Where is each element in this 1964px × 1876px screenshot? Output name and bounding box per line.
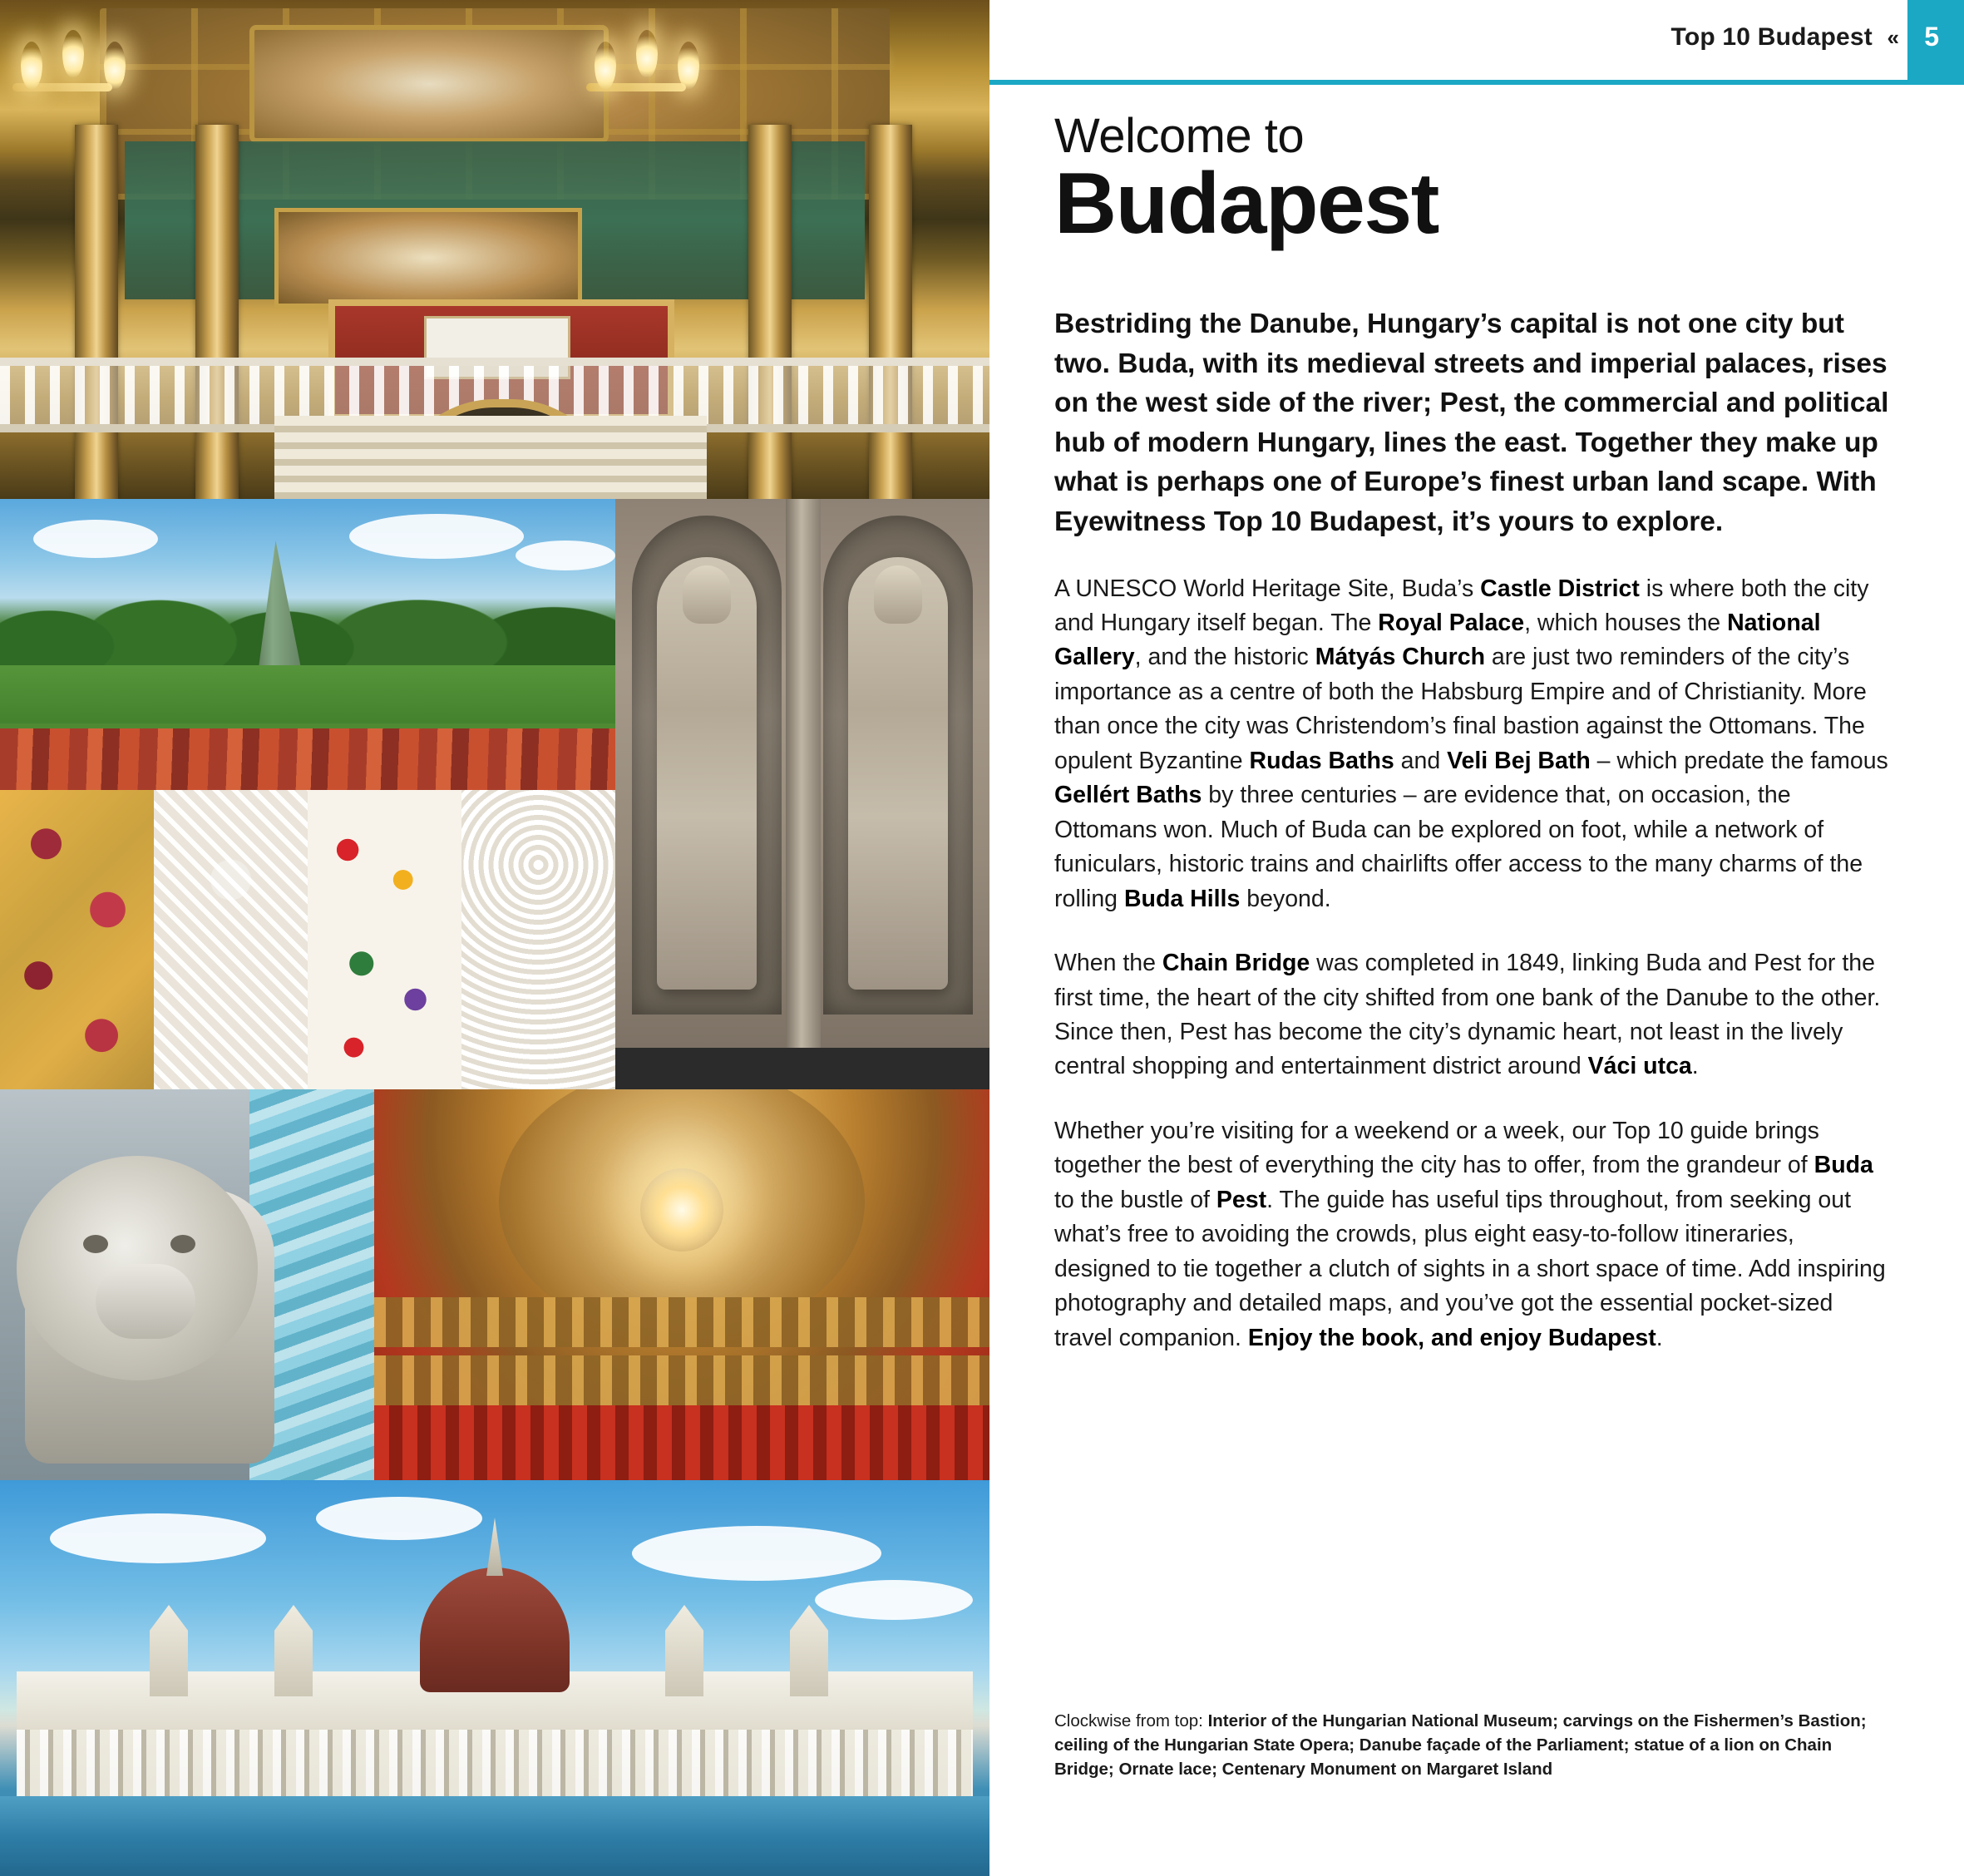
parliament-spire	[486, 1518, 503, 1576]
parliament-arcade	[17, 1730, 973, 1796]
ceiling-fresco	[249, 25, 609, 143]
lead-paragraph: Bestriding the Danube, Hungary’s capital is not one city but two. Buda, with its medieval streets and imperial palaces, rises on the west side of the river; Pest, the commercial and political hub of modern Hungary, lines the east. Together they make up what is perhaps one of Europe’s finest urban land scape. With Eyewitness Top 10 Budapest, it’s yours to explore.	[1054, 309, 1889, 537]
cloud	[33, 520, 158, 558]
photo-parliament	[0, 1480, 989, 1876]
parliament-dome	[420, 1567, 570, 1692]
cloud	[50, 1513, 266, 1563]
column	[869, 125, 912, 499]
photo-opera-ceiling	[374, 1089, 989, 1480]
lion-eye	[170, 1235, 195, 1253]
cloud	[516, 541, 615, 570]
photo-caption: Clockwise from top: Interior of the Hungarian National Museum; carvings on the Fishermen’s Bastion; ceiling of the Hungarian State Opera; Danube façade of the Parliament; statue of a lion on Chain Bridge; Ornate lace; Centenary Monument on Margaret Island	[1054, 1711, 1867, 1780]
lace-panel	[461, 790, 615, 1089]
double-chevron-left-icon: «	[1887, 25, 1899, 50]
photo-museum-interior	[0, 0, 989, 499]
header-rule	[989, 80, 1964, 85]
treeline	[0, 582, 615, 674]
cloud	[815, 1580, 973, 1620]
opera-balcony	[374, 1297, 989, 1347]
cloud	[632, 1526, 881, 1581]
embroidery-panel	[0, 790, 154, 1089]
knight-carving	[848, 557, 948, 990]
column	[75, 125, 118, 499]
running-head-text: Top 10 Budapest	[1670, 23, 1873, 51]
article-body	[1054, 108, 1894, 1355]
page-title: Budapest	[1054, 156, 1438, 252]
opera-seating	[374, 1405, 989, 1480]
parliament-tower	[274, 1605, 313, 1696]
paragraph-1: A UNESCO World Heritage Site, Buda’s Castle District is where both the city and Hungary itself began. The Royal Palace, which houses the National Gallery, and the historic Mátyás Church are just two reminders of the city’s importance as a centre of both the Habsburg Empire and of Christianity. More than once the city was Christendom’s final bastion against the Ottomans. The opulent Byzantine Rudas Baths and Veli Bej Bath – which predate the famous Gellért Baths by three centuries – are evidence that, on occasion, the Ottomans won. Much of Buda can be explored on foot, while a network of funiculars, historic trains and chairlifts offer access to the many charms of the rolling Buda Hills beyond.	[1054, 575, 1888, 912]
lion-snout	[96, 1264, 195, 1339]
page-number: 5	[1924, 22, 1939, 52]
parliament-tower	[665, 1605, 703, 1696]
lace-panel	[154, 790, 308, 1089]
lion-eye	[83, 1235, 108, 1253]
flower-bed	[0, 723, 615, 790]
running-header	[989, 0, 1964, 83]
photo-bastion-carvings	[615, 499, 989, 1048]
column	[748, 125, 792, 499]
staircase	[274, 416, 707, 499]
photo-chain-bridge-lion	[0, 1089, 374, 1480]
cloud	[316, 1497, 482, 1540]
knight-carving	[657, 557, 757, 990]
photo-centenary-monument	[0, 499, 615, 790]
chandelier-icon	[640, 1168, 723, 1251]
wall-fresco	[274, 208, 582, 308]
cloud	[349, 514, 524, 559]
danube-river	[0, 1796, 989, 1876]
paragraph-3: Whether you’re visiting for a weekend or a week, our Top 10 guide brings together the best of everything the city has to offer, from the grandeur of Buda to the bustle of Pest. The guide has useful tips throughout, from seeking out what’s free to avoiding the crowds, plus eight easy-to-follow itineraries, designed to tie together a clutch of sights in a short space of time. Add inspiring photography and detailed maps, and you’ve got the essential pocket-sized travel companion. Enjoy the book, and enjoy Budapest.	[1054, 1117, 1886, 1351]
opera-balcony	[374, 1355, 989, 1405]
title-overline: Welcome to	[1054, 109, 1305, 163]
floral-embroidery-panel	[308, 790, 461, 1089]
photo-ornate-lace	[0, 790, 615, 1089]
text-column	[989, 0, 1964, 1876]
stone-column	[786, 499, 821, 1048]
paragraph-2: When the Chain Bridge was completed in 1849, linking Buda and Pest for the first time, the heart of the city shifted from one bank of the Danube to the other. Since then, Pest has become the city’s dynamic heart, not least in the lively central shopping and entertainment district around Váci utca.	[1054, 950, 1881, 1080]
column	[195, 125, 239, 499]
parliament-tower	[150, 1605, 188, 1696]
parliament-tower	[790, 1605, 828, 1696]
